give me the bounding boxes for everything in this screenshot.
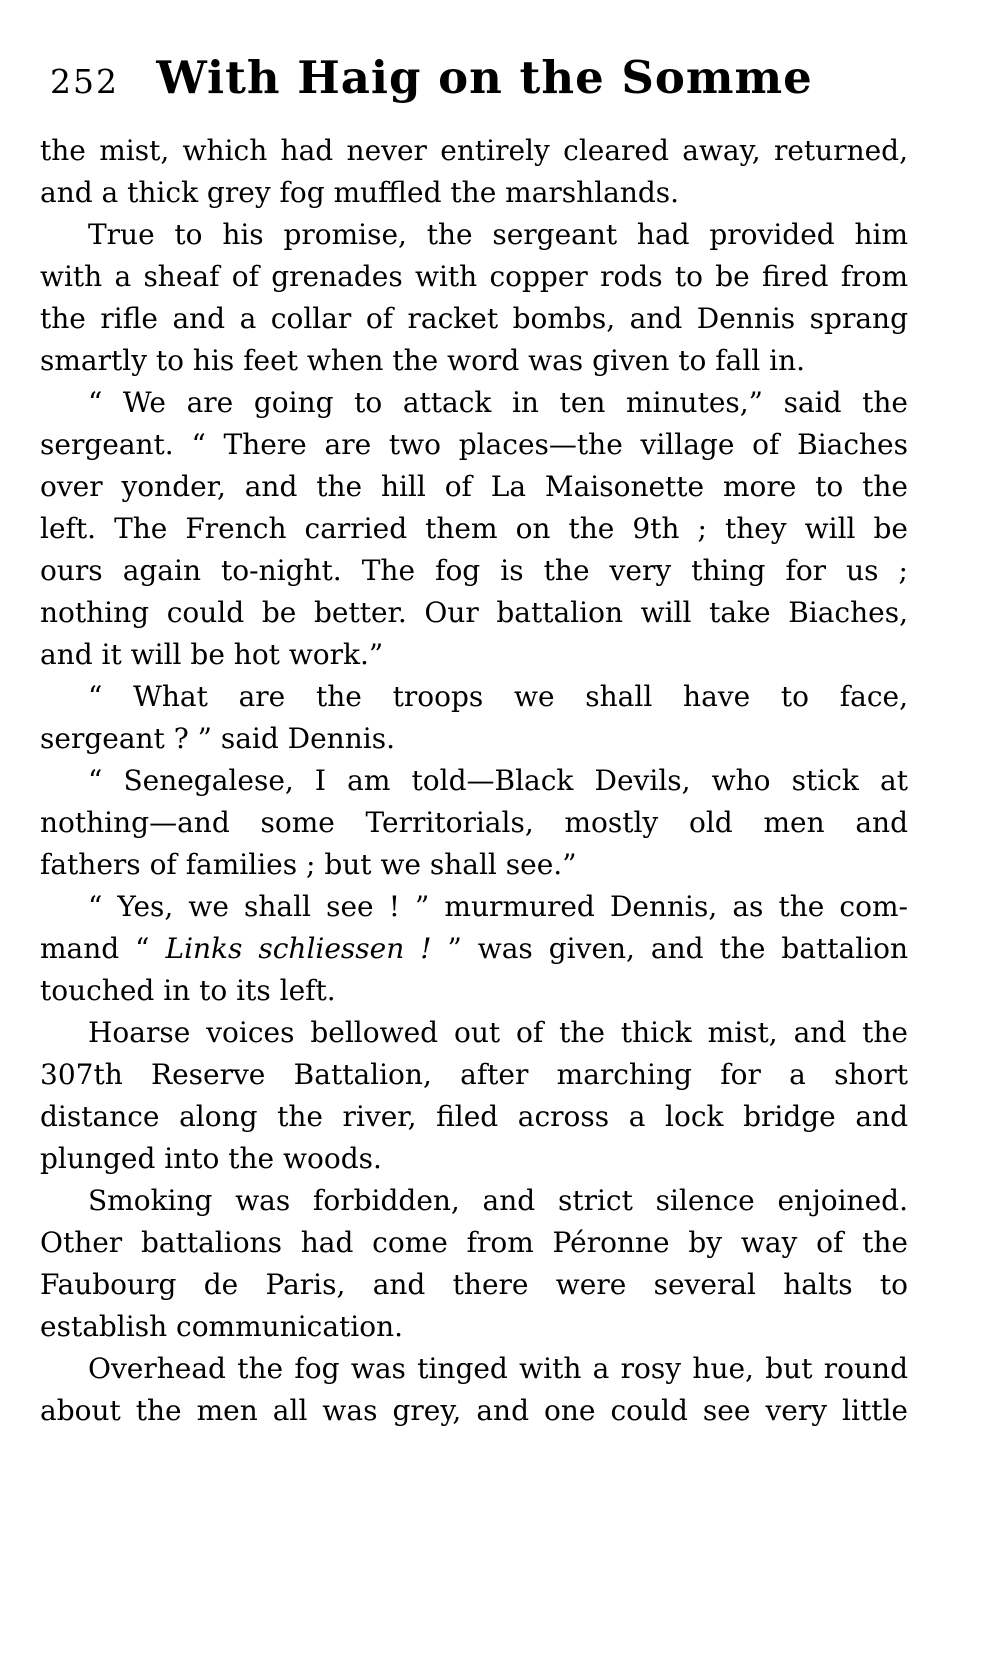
text-line: sergeant. “ There are two places—the village of Biaches xyxy=(40,428,908,461)
text-line: “ What are the troops we shall have to face, xyxy=(88,680,908,713)
paragraph xyxy=(40,382,908,676)
text-line: left. The French carried them on the 9th ; they will be xyxy=(40,512,908,545)
text-line: and it will be hot work.” xyxy=(40,638,384,671)
paragraph xyxy=(40,760,908,886)
text-line: “ Yes, we shall see ! ” murmured Dennis, as the com- xyxy=(88,890,908,923)
text-line: plunged into the woods. xyxy=(40,1142,382,1175)
text-line: about the men all was grey, and one could see very little xyxy=(40,1394,908,1427)
text-line: Faubourg de Paris, and there were several halts to xyxy=(40,1268,908,1301)
text-line: over yonder, and the hill of La Maisonette more to the xyxy=(40,470,908,503)
text-line: the rifle and a collar of racket bombs, and Dennis sprang xyxy=(40,302,908,335)
text-line: Smoking was forbidden, and strict silence enjoined. xyxy=(88,1184,908,1217)
text-segment: mand “ xyxy=(40,932,166,965)
text-line: Overhead the fog was tinged with a rosy hue, but round xyxy=(88,1352,908,1385)
text-line: with a sheaf of grenades with copper rods to be fired from xyxy=(40,260,908,293)
paragraph xyxy=(40,886,908,1012)
text-line xyxy=(40,928,908,970)
page-body xyxy=(40,130,908,1432)
text-line: Hoarse voices bellowed out of the thick mist, and the xyxy=(88,1016,908,1049)
text-line: establish communication. xyxy=(40,1310,404,1343)
text-line: fathers of families ; but we shall see.” xyxy=(40,848,577,881)
text-line: distance along the river, filed across a lock bridge and xyxy=(40,1100,908,1133)
text-line: nothing—and some Territorials, mostly old men and xyxy=(40,806,908,839)
text-line: the mist, which had never entirely cleared away, returned, xyxy=(40,134,908,167)
text-line: and a thick grey fog muffled the marshlands. xyxy=(40,176,680,209)
paragraph xyxy=(40,676,908,760)
page-title: With Haig on the Somme xyxy=(156,51,813,104)
page-number: 252 xyxy=(50,62,119,101)
text-line: ours again to-night. The fog is the very thing for us ; xyxy=(40,554,908,587)
paragraph xyxy=(40,1180,908,1348)
page-header xyxy=(0,0,1000,104)
text-line: “ We are going to attack in ten minutes,” said the xyxy=(88,386,908,419)
text-line: smartly to his feet when the word was given to fall in. xyxy=(40,344,806,377)
text-line: 307th Reserve Battalion, after marching for a short xyxy=(40,1058,908,1091)
text-line: nothing could be better. Our battalion will take Biaches, xyxy=(40,596,908,629)
text-line: “ Senegalese, I am told—Black Devils, who stick at xyxy=(88,764,908,797)
paragraph xyxy=(40,1348,908,1432)
paragraph xyxy=(40,130,908,214)
text-segment: ” was given, and the battalion xyxy=(431,932,908,965)
text-line: Other battalions had come from Péronne by way of the xyxy=(40,1226,908,1259)
text-line: sergeant ? ” said Dennis. xyxy=(40,722,395,755)
paragraph xyxy=(40,1012,908,1180)
text-line: True to his promise, the sergeant had provided him xyxy=(88,218,908,251)
text-line: touched in to its left. xyxy=(40,974,336,1007)
paragraph xyxy=(40,214,908,382)
italic-text-segment: Links schliessen ! xyxy=(165,932,432,965)
